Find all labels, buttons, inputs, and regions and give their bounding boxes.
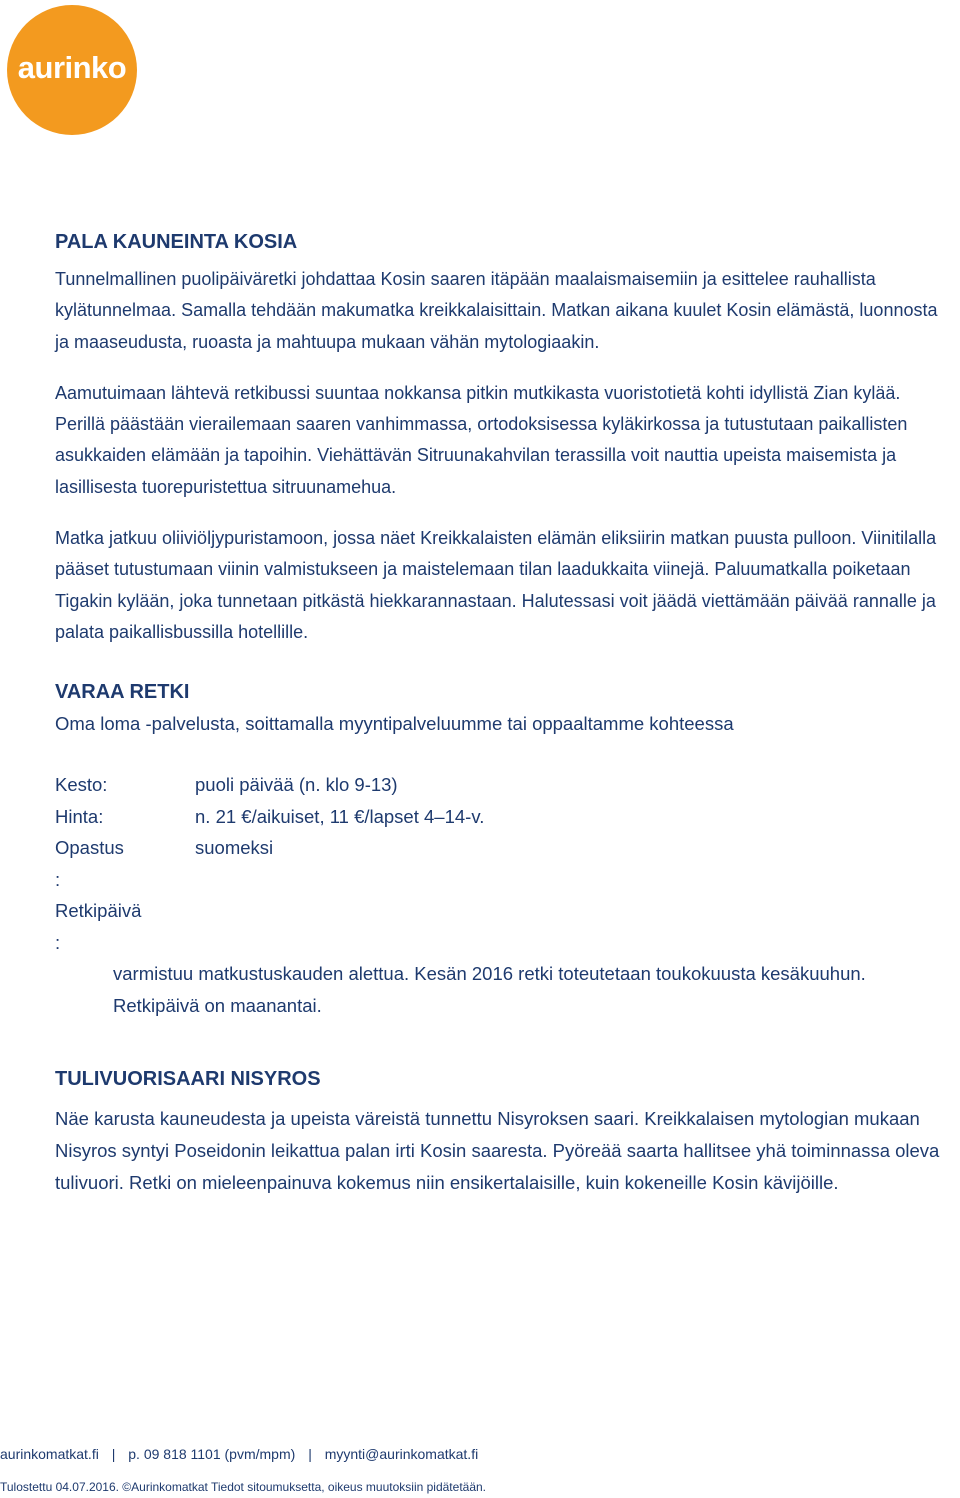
section1-paragraph-3: Matka jatkuu oliiviöljypuristamoon, jossa näet Kreikkalaisten elämän eliksiirin matkan puusta pulloon. Viinitilalla pääset tutustumaan viinin valmistukseen ja maistelemaan tilan laadukkaita viinejä. Paluumatkalla poiketaan Tigakin kylään, joka tunnetaan pitkästä hiekkarannastaan. Halutessasi voit jäädä viettämään päivää rannalle ja palata paikallisbussilla hotellille. [55,528,937,642]
aurinko-logo [7,5,137,135]
footer-website-link[interactable]: aurinkomatkat.fi [0,1446,99,1462]
logo-text: aurinko [17,50,127,85]
detail-row-guidance [55,832,955,895]
detail-label: Hinta: [55,805,104,827]
detail-value: suomeksi [195,837,274,859]
trip-details [55,769,955,1021]
detail-label: Opastus : [55,837,124,890]
section2-paragraph: Näe karusta kauneudesta ja upeista väreistä tunnettu Nisyroksen saari. Kreikkalaisen mytologian mukaan Nisyros syntyi Poseidonin leikattua palan irti Kosin saaresta. Pyöreää saarta hallitsee yhä toiminnassa oleva tulivuori. Retki on mieleenpainuva kokemus niin ensikertalaisille, kuin kokeneille Kosin kävijöille. [55,1108,940,1194]
detail-row-trip-day [55,895,955,958]
section1-paragraph-2: Aamutuimaan lähtevä retkibussi suuntaa nokkansa pitkin mutkikasta vuoristotietä kohti idyllistä Zian kylää. Perillä päästään vierailemaan saaren vanhimmassa, ortodoksisessa kyläkirkossa ja tutustutaan paikallisten asukkaiden elämään ja tapoihin. Viehättävän Sitruunakahvilan terassilla voit nauttia upeista maisemista ja lasillisesta tuorepuristettua sitruunamehua. [55,382,908,497]
footer-phone: p. 09 818 1101 (pvm/mpm) [128,1446,296,1462]
detail-value: n. 21 €/aikuiset, 11 €/lapset 4–14-v. [195,805,485,827]
main-content [55,226,955,1199]
footer-separator: | [111,1446,116,1462]
section-title-tulivuorisaari-nisyros: TULIVUORISAARI NISYROS [55,1068,321,1091]
footer-contact [0,1446,478,1462]
section1-paragraph-1: Tunnelmallinen puolipäiväretki johdattaa Kosin saaren itäpään maalaismaisemiin ja esittelee rauhallista kylätunnelmaa. Samalla tehdään makumatka kreikkalaisittain. Matkan aikana kuulet Kosin elämästä, luonnosta ja maaseudusta, ruoasta ja mahtuupa mukaan vähän mytologiaakin. [55,269,938,352]
trip-day-note: varmistuu matkustuskauden alettua. Kesän 2016 retki toteutetaan toukokuusta kesäkuuhun. Retkipäivä on maanantai. [113,963,866,1016]
footer-separator: | [308,1446,312,1462]
detail-value: puoli päivää (n. klo 9-13) [195,774,398,796]
detail-row-duration [55,769,955,801]
section-title-pala-kauneinta-kosia: PALA KAUNEINTA KOSIA [55,231,298,253]
footer-email-link[interactable]: myynti@aurinkomatkat.fi [324,1446,479,1462]
detail-value [195,895,955,958]
footer-print-note: Tulostettu 04.07.2016. ©Aurinkomatkat Tiedot sitoumuksetta, oikeus muutoksiin pidätetään. [0,1480,487,1494]
detail-label: Retkipäivä : [55,900,142,953]
booking-text: Oma loma -palvelusta, soittamalla myyntipalveluumme tai oppaaltamme kohteessa [55,713,734,735]
detail-label: Kesto: [55,774,108,796]
detail-row-price [55,801,955,833]
section-title-varaa-retki: VARAA RETKI [55,681,190,704]
